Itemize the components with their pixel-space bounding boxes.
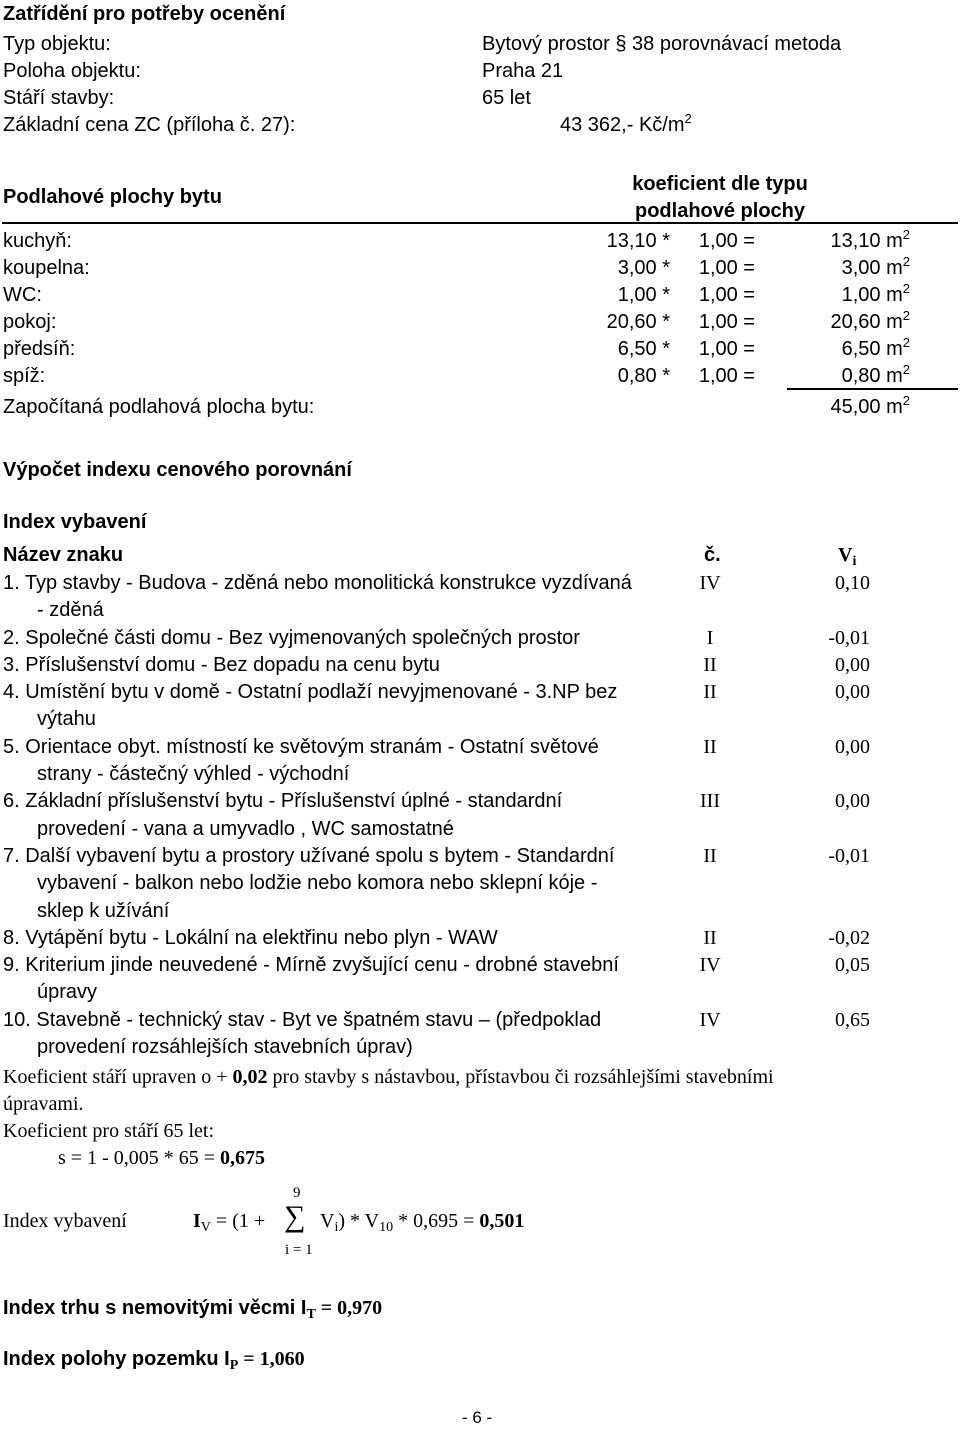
equipment-item-line: 6. Základní příslušenství bytu - Příslušenství úplné - standardní xyxy=(3,790,563,812)
floor-row-area: 3,00 * xyxy=(617,257,670,279)
col-header-vi: $V_i$ xyxy=(838,544,857,569)
equipment-item-line: provedení rozsáhlejších stavebních úprav) xyxy=(37,1036,413,1058)
equipment-item-value: -0,01 xyxy=(828,627,870,649)
coef-header-line2: podlahové plochy xyxy=(634,200,806,222)
floor-row-result: 1,00 $m^2$ xyxy=(841,281,910,306)
total-rule xyxy=(787,388,958,390)
equipment-item-value: 0,00 xyxy=(835,790,870,812)
floor-row-result: 6,50 $m^2$ xyxy=(841,335,910,360)
equipment-item-line: provedení - vana a umyvadlo , WC samostatné xyxy=(37,818,454,840)
floor-row-area: 6,50 * xyxy=(617,338,670,360)
label-building-age: Stáří stavby: xyxy=(3,87,115,109)
equipment-item-line: úpravy xyxy=(37,981,98,1003)
value-base-price: 43 362,- $Kč/m^2$ xyxy=(560,111,692,136)
floor-row-area: 0,80 * xyxy=(617,365,670,387)
equipment-index-formula-right: $V_i) * V_{10} * 0,695 = 0,501$ xyxy=(320,1210,525,1235)
equipment-item-value: 0,00 xyxy=(835,736,870,758)
equipment-item-line: - zděná xyxy=(37,599,104,621)
floor-row-area: 1,00 * xyxy=(617,284,670,306)
floor-row-label: předsíň: xyxy=(3,338,76,360)
floor-row-label: koupelna: xyxy=(3,257,90,279)
floor-row-result: 13,10 $m^2$ xyxy=(830,227,910,252)
sum-upper-limit: 9 xyxy=(293,1185,301,1201)
age-adjust-note-line2: úpravami. xyxy=(3,1093,84,1115)
equipment-item-line: sklep k užívání xyxy=(37,900,170,922)
equipment-item-category: II xyxy=(703,736,717,758)
label-object-location: Poloha objektu: xyxy=(3,60,141,82)
floor-row-coef: 1,00 = xyxy=(698,365,755,387)
equipment-index-subtitle: Index vybavení xyxy=(3,511,147,533)
equipment-item-category: II xyxy=(703,927,717,949)
equipment-item-value: 0,00 xyxy=(835,654,870,676)
floor-row-result: 20,60 $m^2$ xyxy=(830,308,910,333)
equipment-item-value: 0,65 xyxy=(835,1009,870,1031)
floor-row-coef: 1,00 = xyxy=(698,257,755,279)
equipment-item-line: 8. Vytápění bytu - Lokální na elektřinu nebo plyn - WAW xyxy=(3,927,498,949)
equipment-item-category: III xyxy=(700,790,720,812)
equipment-item-value: 0,10 xyxy=(835,572,870,594)
index-calc-title: Výpočet indexu cenového porovnání xyxy=(3,459,352,481)
col-header-number: č. xyxy=(704,544,721,566)
age-adjust-note: Koeficient stáří upraven o + 0,02 pro stavby s nástavbou, přístavbou či rozsáhlejšími stavebními xyxy=(3,1066,774,1088)
total-area-label: Započítaná podlahová plocha bytu: xyxy=(3,396,315,418)
total-area-value: 45,00 $m^2$ xyxy=(830,393,910,418)
equipment-item-line: 5. Orientace obyt. místností ke světovým stranám - Ostatní světové xyxy=(3,736,599,758)
floor-row-label: kuchyň: xyxy=(3,230,72,252)
equipment-item-value: 0,00 xyxy=(835,681,870,703)
equipment-item-value: -0,02 xyxy=(828,927,870,949)
location-index: Index polohy pozemku $I_P = 1,060$ xyxy=(3,1348,305,1373)
floor-row-coef: 1,00 = xyxy=(698,284,755,306)
equipment-item-line: 1. Typ stavby - Budova - zděná nebo monolitická konstrukce vyzdívaná xyxy=(3,572,632,594)
floor-row-area: 13,10 * xyxy=(606,230,670,252)
value-building-age: 65 let xyxy=(482,87,531,109)
equipment-item-category: IV xyxy=(699,1009,721,1031)
floor-row-result: 3,00 $m^2$ xyxy=(841,254,910,279)
label-base-price: Základní cena ZC (příloha č. 27): xyxy=(3,114,296,136)
equipment-item-line: strany - částečný výhled - východní xyxy=(37,763,350,785)
floor-areas-title: Podlahové plochy bytu xyxy=(3,186,222,208)
market-index: Index trhu s nemovitými věcmi $I_T = 0,970$ xyxy=(3,1297,383,1322)
floor-row-area: 20,60 * xyxy=(606,311,670,333)
equipment-item-line: 7. Další vybavení bytu a prostory užívané spolu s bytem - Standardní xyxy=(3,845,615,867)
age-coef-formula: s = 1 - 0,005 * 65 = 0,675 xyxy=(58,1147,266,1169)
equipment-item-category: IV xyxy=(699,954,721,976)
equipment-item-category: II xyxy=(703,654,717,676)
sum-symbol: ∑ xyxy=(284,1200,306,1233)
age-coef-label: Koeficient pro stáří 65 let: xyxy=(3,1120,215,1142)
floor-row-label: spíž: xyxy=(3,365,46,387)
equipment-item-line: 4. Umístění bytu v domě - Ostatní podlaží nevyjmenované - 3.NP bez xyxy=(3,681,618,703)
equipment-item-value: 0,05 xyxy=(835,954,870,976)
equipment-index-label: Index vybavení xyxy=(3,1210,127,1232)
value-object-type: Bytový prostor § 38 porovnávací metoda xyxy=(482,33,842,55)
equipment-item-line: vybavení - balkon nebo lodžie nebo komora nebo sklepní kóje - xyxy=(37,872,598,894)
equipment-item-category: II xyxy=(703,681,717,703)
floor-row-label: WC: xyxy=(3,284,42,306)
equipment-item-category: IV xyxy=(699,572,721,594)
section-title-classification: Zatřídění pro potřeby ocenění xyxy=(3,3,286,25)
page-number: - 6 - xyxy=(462,1408,493,1427)
equipment-item-value: -0,01 xyxy=(828,845,870,867)
label-object-type: Typ objektu: xyxy=(3,33,111,55)
header-rule xyxy=(2,222,958,224)
floor-row-coef: 1,00 = xyxy=(698,311,755,333)
sum-lower-limit: i = 1 xyxy=(285,1242,313,1258)
col-header-name: Název znaku xyxy=(3,544,124,566)
equipment-index-formula-left: $I_V = (1$ + xyxy=(193,1210,266,1235)
equipment-item-category: II xyxy=(703,845,717,867)
floor-row-label: pokoj: xyxy=(3,311,57,333)
floor-row-coef: 1,00 = xyxy=(698,230,755,252)
equipment-item-category: I xyxy=(706,627,714,649)
floor-row-coef: 1,00 = xyxy=(698,338,755,360)
equipment-item-line: 9. Kriterium jinde neuvedené - Mírně zvyšující cenu - drobné stavební xyxy=(3,954,619,976)
equipment-item-line: 10. Stavebně - technický stav - Byt ve špatném stavu – (předpoklad xyxy=(3,1009,602,1031)
floor-row-result: 0,80 $m^2$ xyxy=(841,362,910,387)
equipment-item-line: 2. Společné části domu - Bez vyjmenovaných společných prostor xyxy=(3,627,580,649)
equipment-item-line: 3. Příslušenství domu - Bez dopadu na cenu bytu xyxy=(3,654,440,676)
coef-header-line1: koeficient dle typu xyxy=(632,173,808,195)
value-object-location: Praha 21 xyxy=(482,60,564,82)
equipment-item-line: výtahu xyxy=(37,708,96,730)
